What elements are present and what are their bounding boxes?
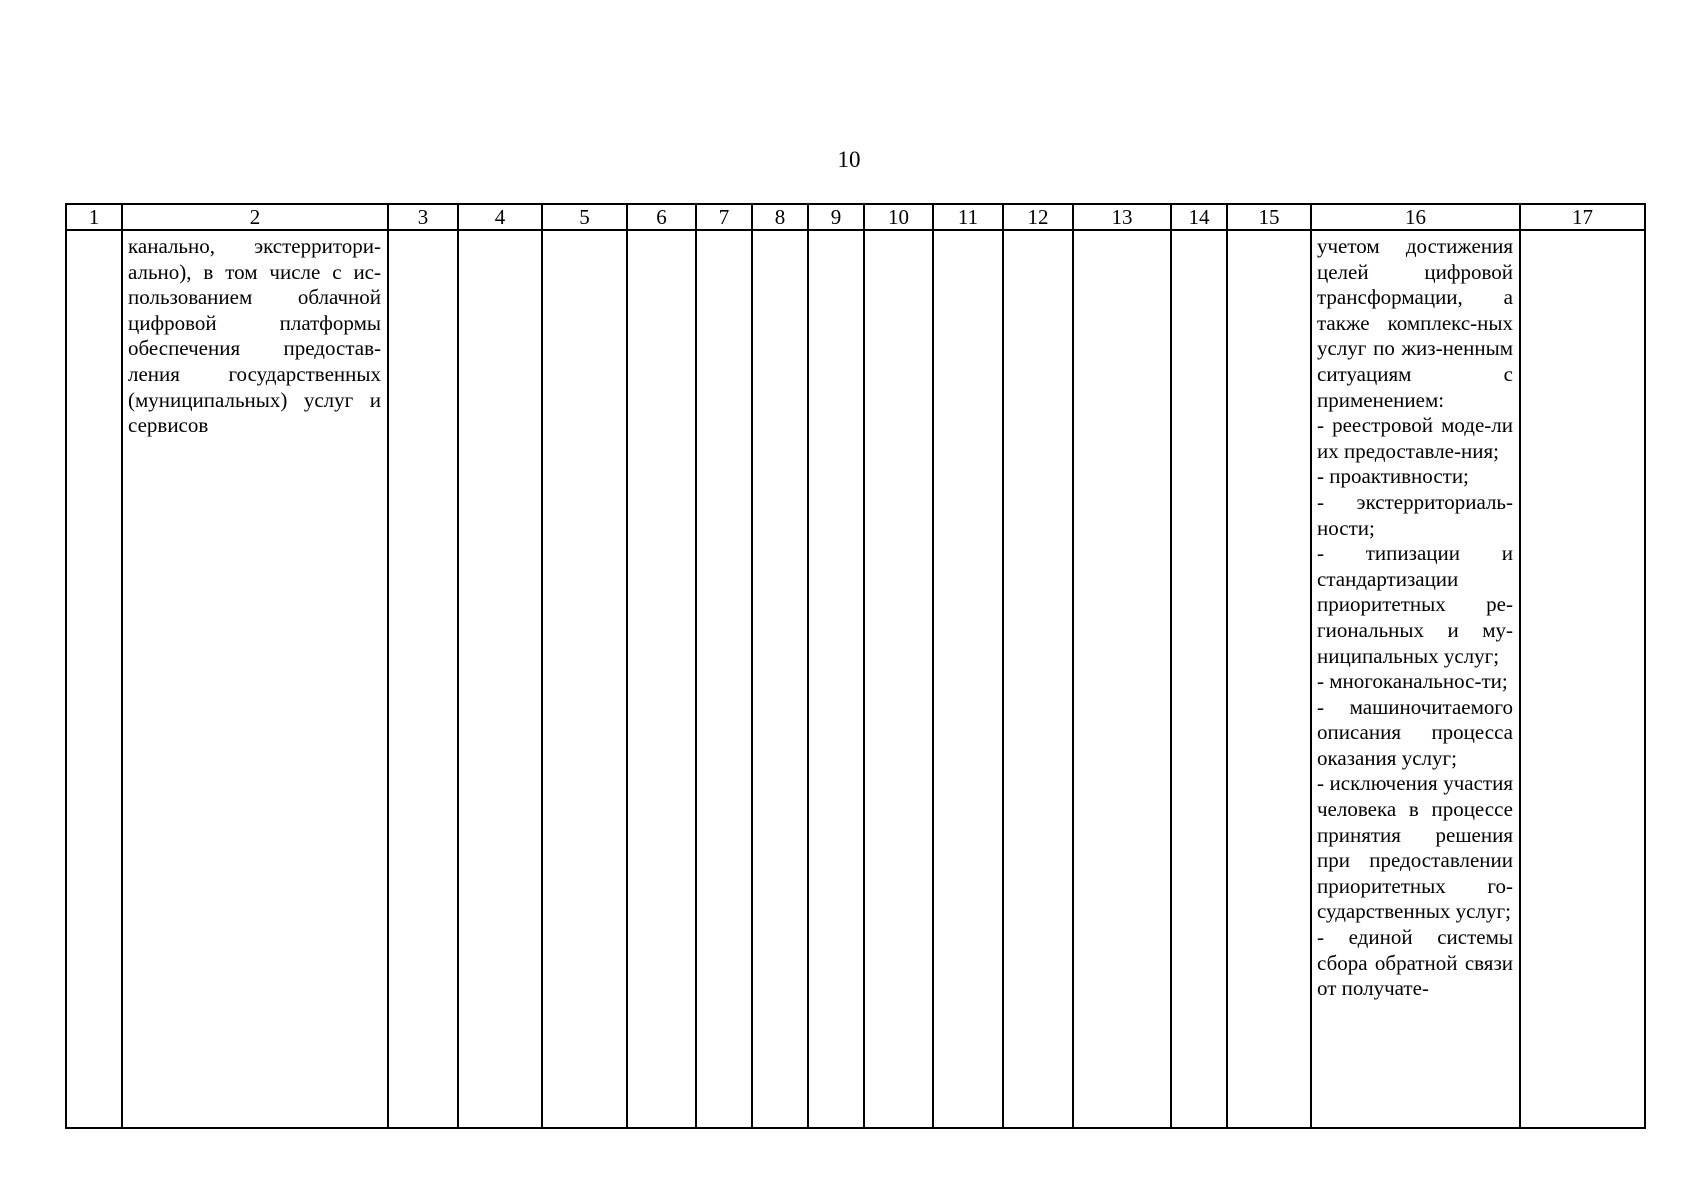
table-cell-col14 xyxy=(1171,230,1227,1128)
col16-paragraph: - машиночитаемого описания процесса оказания услуг; xyxy=(1317,694,1513,770)
col16-text xyxy=(1312,231,1519,1002)
col16-paragraph: - единой системы сбора обратной связи от получате- xyxy=(1317,925,1513,1001)
column-header-1: 1 xyxy=(66,204,122,230)
table-cell-col6 xyxy=(627,230,696,1128)
table-cell-col17 xyxy=(1520,230,1645,1128)
column-header-2: 2 xyxy=(122,204,388,230)
column-header-11: 11 xyxy=(933,204,1003,230)
col16-paragraph: - исключения участия человека в процессе принятия решения при предоставлении приоритетных го-сударственных услуг; xyxy=(1317,771,1513,924)
page-number: 10 xyxy=(837,147,861,172)
col16-paragraph: - экстерриториаль-ности; xyxy=(1317,489,1513,540)
table-cell-col12 xyxy=(1003,230,1073,1128)
table-cell-col2 xyxy=(122,230,388,1128)
table-cell-col15 xyxy=(1227,230,1311,1128)
column-header-10: 10 xyxy=(864,204,933,230)
col16-paragraph: - многоканальнос-ти; xyxy=(1317,669,1508,694)
column-header-7: 7 xyxy=(696,204,752,230)
col16-paragraph: - проактивности; xyxy=(1317,464,1469,489)
table-cell-col7 xyxy=(696,230,752,1128)
data-table xyxy=(65,203,1646,1129)
table-cell-col11 xyxy=(933,230,1003,1128)
column-header-14: 14 xyxy=(1171,204,1227,230)
column-header-3: 3 xyxy=(388,204,458,230)
column-header-5: 5 xyxy=(542,204,627,230)
column-header-13: 13 xyxy=(1073,204,1171,230)
table-cell-col5 xyxy=(542,230,627,1128)
column-header-17: 17 xyxy=(1520,204,1645,230)
table-cell-col8 xyxy=(752,230,808,1128)
table-cell-col9 xyxy=(808,230,864,1128)
header-row xyxy=(66,204,1645,230)
col16-paragraph: учетом достижения целей цифровой трансформации, а также комплекс-ных услуг по жиз-ненным ситуациям с применением: xyxy=(1317,234,1513,412)
table-row xyxy=(66,230,1645,1128)
table-cell-col1 xyxy=(66,230,122,1128)
table-cell-col10 xyxy=(864,230,933,1128)
table-cell-col3 xyxy=(388,230,458,1128)
col2-text: канально, экстерритори-ально), в том числе с ис-пользованием облачной цифровой платформы обеспечения предостав-ления государственных (муниципальных) услуг и сервисов xyxy=(128,234,381,438)
column-header-16: 16 xyxy=(1311,204,1520,230)
column-header-6: 6 xyxy=(627,204,696,230)
column-header-9: 9 xyxy=(808,204,864,230)
col16-paragraph: - реестровой моде-ли их предоставле-ния; xyxy=(1317,413,1513,463)
table-cell-col4 xyxy=(458,230,542,1128)
column-header-12: 12 xyxy=(1003,204,1073,230)
column-header-15: 15 xyxy=(1227,204,1311,230)
col16-paragraph: - типизации и стандартизации приоритетных ре-гиональных и му-ниципальных услуг; xyxy=(1317,541,1513,668)
column-header-4: 4 xyxy=(458,204,542,230)
table-cell-col16 xyxy=(1311,230,1520,1128)
table-cell-col13 xyxy=(1073,230,1171,1128)
column-header-8: 8 xyxy=(752,204,808,230)
